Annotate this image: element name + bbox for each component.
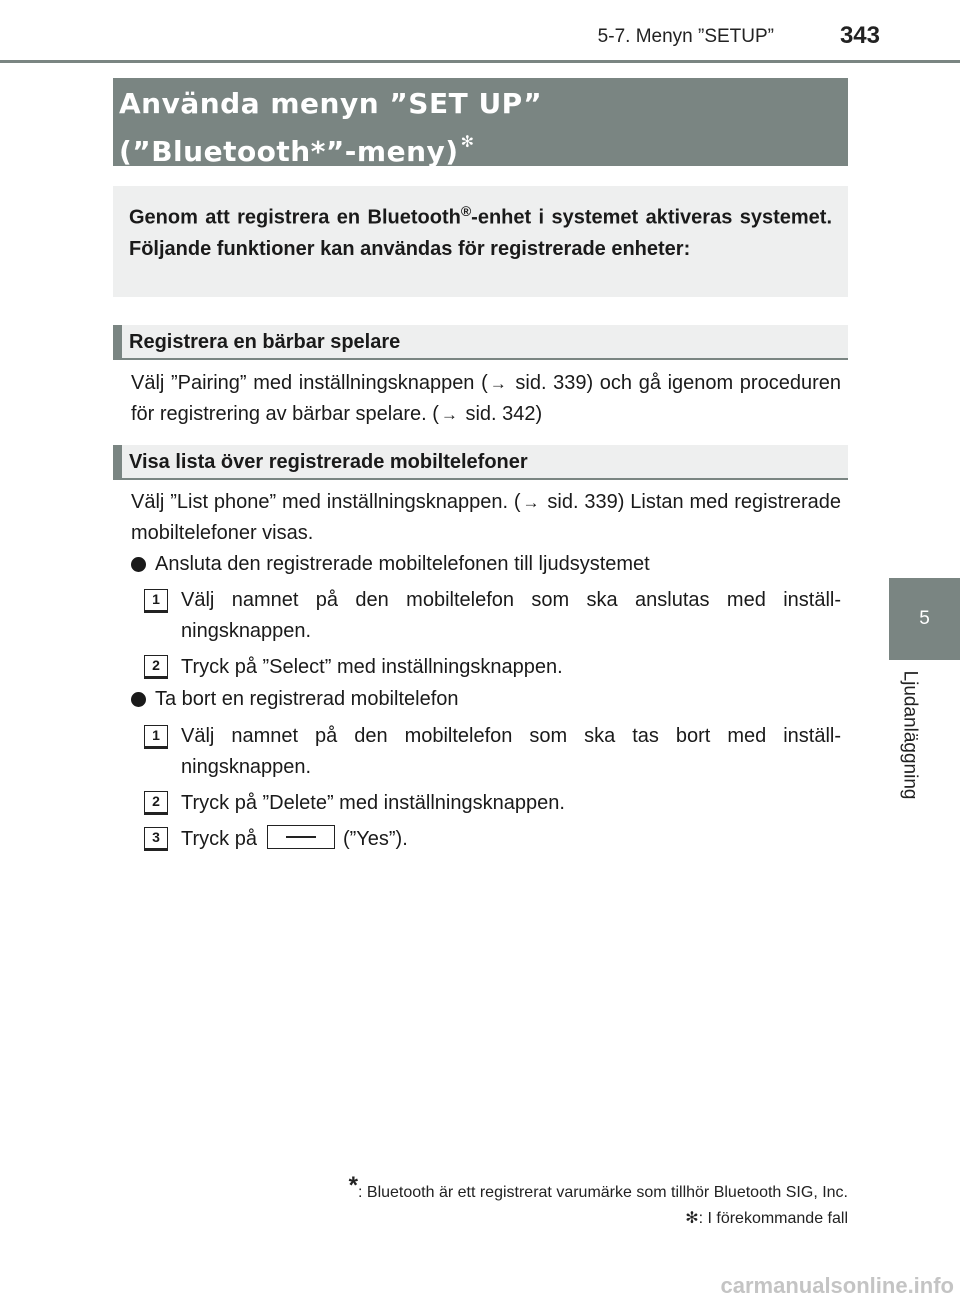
step-text: Tryck på ”Delete” med inställningsknappen. (181, 792, 565, 814)
intro-box: Genom att registrera en Bluetooth®-enhet i systemet aktiveras systemet. Följande funktioner kan användas för registrerade enheter: (113, 186, 848, 297)
optional-marker: ✻ (460, 132, 475, 151)
footnote-trademark: *: Bluetooth är ett registrerat varumärke som tillhör Bluetooth SIG, Inc. (348, 1172, 848, 1201)
dash-key-icon (267, 825, 335, 849)
footnote-optional: ✻: I förekommande fall (685, 1210, 848, 1227)
watermark: carmanualsonline.info (720, 1273, 954, 1298)
step-text: Tryck på (”Yes”). (181, 824, 841, 855)
registered-mark: ® (460, 203, 472, 219)
page-title (113, 78, 848, 166)
step-number: 3 (144, 827, 168, 851)
page-number: 343 (839, 22, 880, 49)
step-number: 2 (144, 655, 168, 679)
heading-register-player: Registrera en bärbar spelare (113, 325, 848, 360)
arrow-icon: → (440, 405, 458, 424)
arrow-icon: → (522, 493, 540, 512)
header-rule (0, 60, 960, 63)
heading-list-phones: Visa lista över registrerade mobiltelefoner (113, 445, 848, 480)
list-phones-text: Välj ”List phone” med inställningsknappen. ( → sid. 339) Listan med registrerade mobiltelefoner visas. (131, 491, 841, 544)
bullet-delete-phone: Ta bort en registrerad mobiltelefon (131, 684, 459, 715)
title-line-1: Använda menyn ”SET UP” (119, 87, 543, 120)
title-line-2: (”Bluetooth*”-meny) ✻ (119, 132, 475, 168)
register-player-text: Välj ”Pairing” med inställningsknappen ( → sid. 339) och gå igenom proceduren för registrering av bärbar spelare. ( → sid. 342) (131, 372, 841, 425)
step-text: Välj namnet på den mobiltelefon som ska tas bort med inställ-ningsknappen. (181, 725, 841, 778)
step-number: 1 (144, 725, 168, 749)
chapter-tab: 5 (889, 578, 960, 660)
bullet-icon (131, 557, 146, 572)
bullet-icon (131, 692, 146, 707)
step-text: Tryck på ”Select” med inställningsknappen. (181, 656, 563, 678)
step-number: 2 (144, 791, 168, 815)
step-text: Välj namnet på den mobiltelefon som ska anslutas med inställ-ningsknappen. (181, 589, 841, 642)
section-title: 5-7. Menyn ”SETUP” (597, 26, 774, 47)
bullet-connect-phone: Ansluta den registrerade mobiltelefonen till ljudsystemet (131, 549, 650, 580)
arrow-icon: → (489, 374, 507, 393)
chapter-label: Ljudanläggning (899, 670, 920, 800)
step-number: 1 (144, 589, 168, 613)
